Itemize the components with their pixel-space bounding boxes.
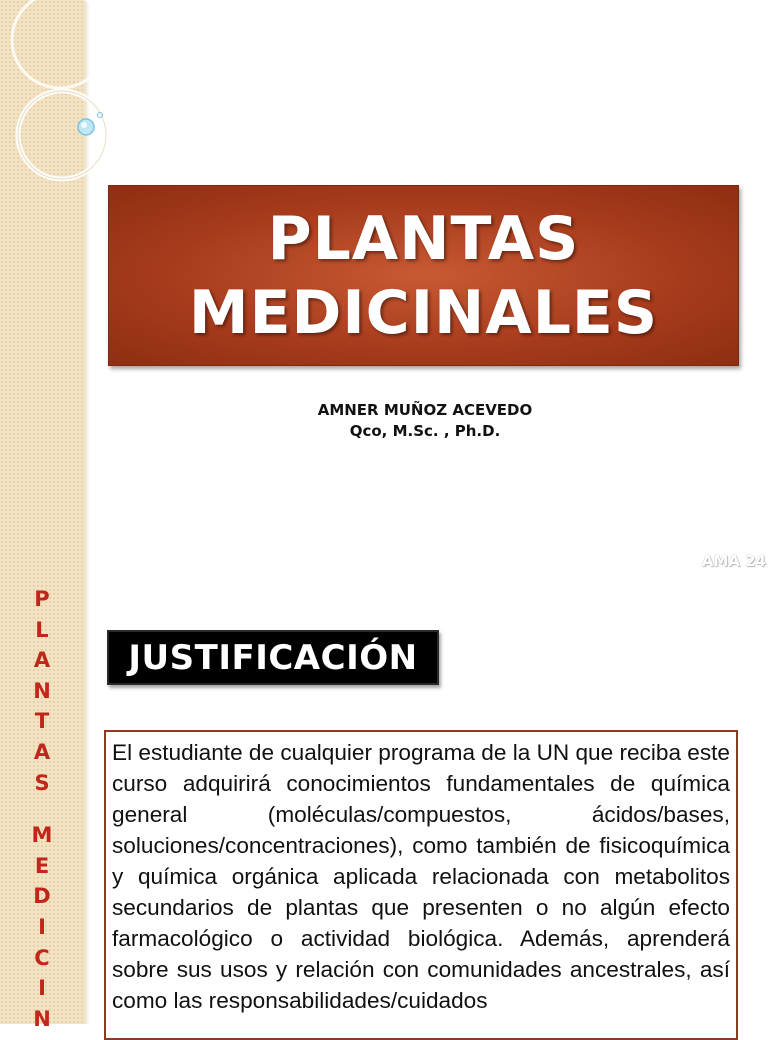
title-box	[108, 185, 739, 366]
vertical-letter: S	[34, 770, 50, 795]
vertical-letter: N	[33, 1006, 51, 1031]
author-name: AMNER MUÑOZ ACEVEDO	[317, 401, 533, 419]
title-line-2: MEDICINALES	[188, 277, 659, 348]
vertical-letter: M	[31, 823, 53, 848]
vertical-title	[22, 584, 62, 1034]
author-block	[200, 400, 650, 442]
vertical-letter: N	[33, 678, 51, 703]
watermark: AMA 24	[701, 552, 766, 570]
section-heading-box	[107, 630, 439, 685]
vertical-letter: I	[38, 976, 46, 1001]
vertical-letter: D	[33, 884, 51, 909]
slide-title	[189, 202, 658, 350]
vertical-letter: A	[33, 648, 51, 673]
vertical-letter: C	[34, 945, 50, 970]
vertical-letter: T	[34, 709, 50, 734]
vertical-letter: I	[38, 914, 46, 939]
circles-decoration	[0, 0, 120, 200]
vertical-letter: L	[35, 617, 49, 642]
vertical-letter: A	[33, 739, 51, 764]
author-credentials: Qco, M.Sc. , Ph.D.	[349, 422, 501, 440]
title-line-1: PLANTAS	[267, 203, 580, 274]
section-title: JUSTIFICACIÓN	[128, 637, 418, 678]
body-paragraph: El estudiante de cualquier programa de la UN que reciba este curso adquirirá conocimientos fundamentales de química general (moléculas/compuestos, ácidos/bases, soluciones/concentraciones), como también de fisicoquímica y química orgánica aplicada relacionada con metabolitos secundarios de plantas que presenten o no algún efecto farmacológico o actividad biológica. Además, aprenderá sobre sus usos y relación con comunidades ancestrales, así como las responsabilidades/cuidados	[112, 740, 730, 1013]
vertical-letter: E	[34, 853, 50, 878]
vertical-letter: P	[34, 587, 50, 611]
body-text-box	[104, 730, 738, 1040]
